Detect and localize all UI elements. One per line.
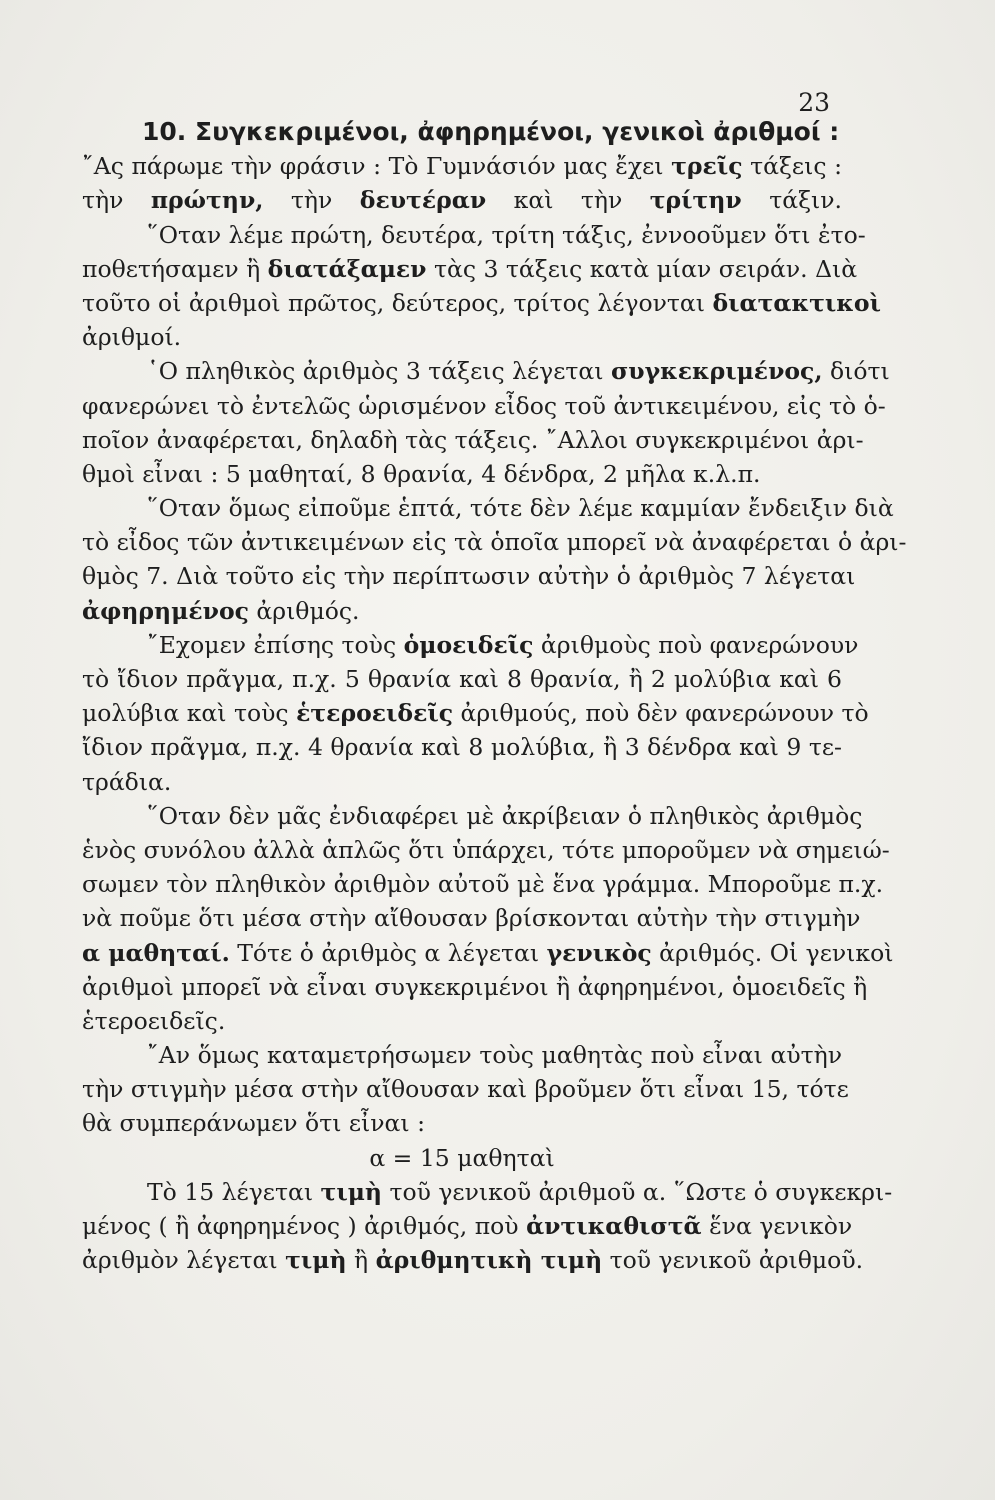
text-line: ῞Οταν λέμε πρώτη, δευτέρα, τρίτη τάξις, ἐννοοῦμεν ὅτι ἐτο- [147,220,866,249]
text-line: τοῦτο οἱ ἀριθμοὶ πρῶτος, δεύτερος, τρίτος λέγονται διατακτικοὶ [82,288,881,317]
page-body [82,115,907,1277]
text-line: θμὸς 7. Διὰ τοῦτο εἰς τὴν περίπτωσιν αὐτὴν ὁ ἀριθμὸς 7 λέγεται [82,562,856,591]
text-line: ποθετήσαμεν ἢ διατάξαμεν τὰς 3 τάξεις κατὰ μίαν σειράν. Διὰ [82,254,858,283]
text-line: τὴν πρώτην, τὴν δευτέραν καὶ τὴν τρίτην τάξιν. [82,186,842,215]
text-line: θμοὶ εἶναι : 5 μαθηταί, 8 θρανία, 4 δένδρα, 2 μῆλα κ.λ.π. [82,459,761,488]
text-line: νὰ ποῦμε ὅτι μέσα στὴν αἴθουσαν βρίσκονται αὐτὴν τὴν στιγμὴν [82,904,861,933]
text-line: ἑτεροειδεῖς. [82,1006,226,1035]
text-line: ῞Οταν δὲν μᾶς ἐνδιαφέρει μὲ ἀκρίβειαν ὁ πληθικὸς ἀριθμὸς [147,801,863,830]
text-line: ῾Ο πληθικὸς ἀριθμὸς 3 τάξεις λέγεται συγκεκριμένος, διότι [147,357,890,386]
text-line: ἑνὸς συνόλου ἀλλὰ ἁπλῶς ὅτι ὑπάρχει, τότε μποροῦμεν νὰ σημειώ- [82,835,890,864]
text-line: μολύβια καὶ τοὺς ἑτεροειδεῖς ἀριθμούς, ποὺ δὲν φανερώνουν τὸ [82,699,869,728]
text-line: μένος ( ἢ ἀφηρημένος ) ἀριθμός, ποὺ ἀντικαθιστᾶ ἕνα γενικὸν [82,1212,853,1240]
page-number: 23 [798,88,830,117]
text-line: ποῖον ἀναφέρεται, δηλαδὴ τὰς τάξεις. ῎Αλλοι συγκεκριμένοι ἀρι- [82,425,864,454]
text-line: θὰ συμπεράνωμεν ὅτι εἶναι : [82,1109,426,1138]
text-line: ἀριθμοὶ μπορεῖ νὰ εἶναι συγκεκριμένοι ἢ ἀφηρημένοι, ὁμοειδεῖς ἢ [82,972,868,1001]
text-line: ῎Ας πάρωμε τὴν φράσιν : Τὸ Γυμνάσιόν μας ἔχει τρεῖς τάξεις : [82,152,843,181]
text-line: ἀφηρημένος ἀριθμός. [82,596,360,625]
section-heading: 10. Συγκεκριμένοι, ἀφηρημένοι, γενικοὶ ἀριθμοί : [142,117,840,146]
text-line: ἀριθμὸν λέγεται τιμὴ ἢ ἀριθμητικὴ τιμὴ τοῦ γενικοῦ ἀριθμοῦ. [82,1246,864,1275]
text-line: τὴν στιγμὴν μέσα στὴν αἴθουσαν καὶ βροῦμεν ὅτι εἶναι 15, τότε [82,1075,849,1104]
text-line: φανερώνει τὸ ἐντελῶς ὡρισμένον εἶδος τοῦ ἀντικειμένου, εἰς τὸ ὁ- [82,391,886,420]
text-line: Τὸ 15 λέγεται τιμὴ τοῦ γενικοῦ ἀριθμοῦ α. ῞Ωστε ὁ συγκεκρι- [147,1177,893,1206]
text-line: ῞Οταν ὅμως εἰποῦμε ἑπτά, τότε δὲν λέμε καμμίαν ἔνδειξιν διὰ [147,494,894,523]
text-line: ῎Αν ὅμως καταμετρήσωμεν τοὺς μαθητὰς ποὺ εἶναι αὐτὴν [147,1041,842,1070]
formula-line: α = 15 μαθηταὶ [369,1143,555,1172]
text-line: ἀριθμοί. [82,323,182,352]
text-line: σωμεν τὸν πληθικὸν ἀριθμὸν αὐτοῦ μὲ ἕνα γράμμα. Μποροῦμε π.χ. [82,870,884,899]
text-line: τὸ εἶδος τῶν ἀντικειμένων εἰς τὰ ὁποῖα μπορεῖ νὰ ἀναφέρεται ὁ ἀρι- [82,528,907,557]
text-line: τὸ ἴδιον πρᾶγμα, π.χ. 5 θρανία καὶ 8 θρανία, ἢ 2 μολύβια καὶ 6 [82,665,842,693]
text-line: α μαθηταί. Τότε ὁ ἀριθμὸς α λέγεται γενικὸς ἀριθμός. Οἱ γενικοὶ [82,938,894,967]
text-line: ῎Εχομεν ἐπίσης τοὺς ὁμοειδεῖς ἀριθμοὺς ποὺ φανερώνουν [147,630,859,659]
text-line: τράδια. [82,767,172,796]
text-line: ἴδιον πρᾶγμα, π.χ. 4 θρανία καὶ 8 μολύβια, ἢ 3 δένδρα καὶ 9 τε- [82,733,842,762]
